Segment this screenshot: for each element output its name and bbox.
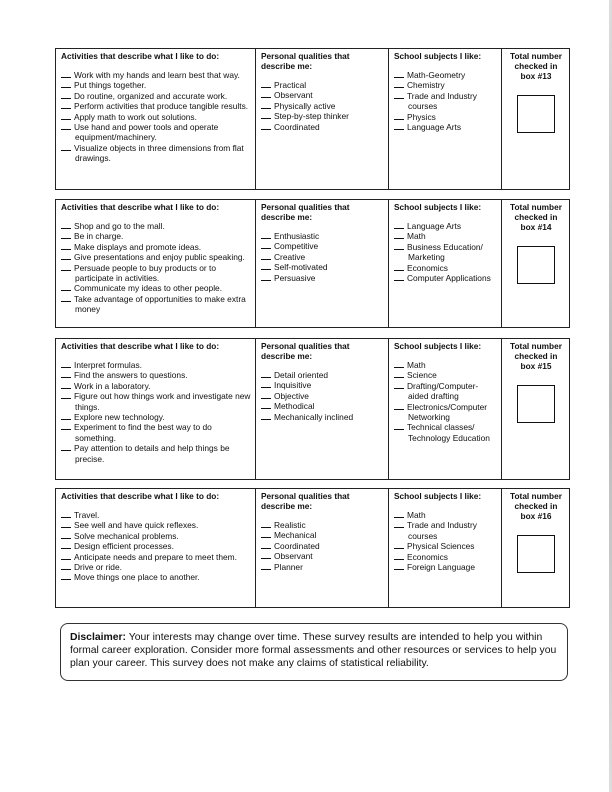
subjects-header: School subjects I like: (394, 202, 482, 212)
subjects-column (389, 339, 502, 479)
checklist-item (261, 370, 384, 380)
check-blank[interactable] (61, 360, 71, 368)
check-blank[interactable] (394, 91, 404, 99)
checklist-item-label: Put things together. (74, 80, 147, 91)
check-blank[interactable] (61, 562, 71, 570)
check-blank[interactable] (61, 91, 71, 99)
interest-section-14 (55, 199, 570, 328)
total-column (502, 339, 569, 479)
subjects-header: School subjects I like: (394, 491, 482, 501)
check-blank[interactable] (61, 520, 71, 528)
total-header: Total number checked in box #15 (510, 341, 562, 371)
check-blank[interactable] (394, 263, 404, 271)
checklist-item-label: Mechanical (274, 530, 317, 541)
checklist-item-label: Physically active (274, 100, 336, 111)
check-blank[interactable] (61, 422, 71, 430)
checklist-item-label: Language Arts (407, 221, 462, 231)
checklist-item (261, 562, 384, 572)
check-blank[interactable] (261, 90, 271, 98)
qualities-column (256, 200, 389, 327)
interest-section-15 (55, 338, 570, 480)
check-blank[interactable] (261, 111, 271, 119)
checklist-item (261, 391, 384, 401)
check-blank[interactable] (61, 101, 71, 109)
checklist-item (61, 80, 251, 90)
check-blank[interactable] (261, 80, 271, 88)
checklist-item-label: Planner (274, 561, 303, 572)
check-blank[interactable] (261, 252, 271, 260)
disclaimer-text: Your interests may change over time. These survey results are intended to help you within formal career exploration. Consider more formal assessments and other resources or services to help you plan your career. This survey does not make any claims of statistical reliability. (70, 632, 557, 669)
checklist-item (394, 80, 497, 90)
checklist-item-label: Self-motivated (274, 262, 328, 273)
qualities-header: Personal qualities that describe me: (261, 341, 350, 361)
subjects-header: School subjects I like: (394, 51, 482, 61)
checklist-item-label: Competitive (274, 241, 319, 252)
check-blank[interactable] (394, 221, 404, 229)
checklist-item-label: Mechanically inclined (274, 411, 354, 422)
checklist-item-label: Foreign Language (407, 562, 475, 573)
checklist-item-label: Drafting/Computer-aided drafting (407, 380, 479, 402)
checklist-item-label: See well and have quick reflexes. (74, 520, 199, 531)
activities-header: Activities that describe what I like to do: (61, 341, 220, 351)
check-blank[interactable] (61, 370, 71, 378)
checklist-item-label: Figure out how things work and investigate new things. (74, 391, 251, 412)
check-blank[interactable] (261, 262, 271, 270)
checklist-item-label: Inquisitive (274, 380, 312, 391)
checklist-item (261, 101, 384, 111)
checklist-item (261, 122, 384, 132)
subjects-list (394, 510, 497, 572)
checklist-item (394, 541, 497, 551)
check-blank[interactable] (61, 252, 71, 260)
check-blank[interactable] (394, 360, 404, 368)
interest-section-16 (55, 488, 570, 608)
checklist-item-label: Perform activities that produce tangible results. (74, 101, 249, 112)
qualities-list (261, 80, 384, 132)
checklist-item (394, 520, 497, 541)
qualities-list (261, 520, 384, 572)
check-blank[interactable] (61, 242, 71, 250)
check-blank[interactable] (61, 510, 71, 518)
check-blank[interactable] (61, 80, 71, 88)
checklist-item-label: Move things one place to another. (74, 572, 200, 583)
checklist-item (61, 101, 251, 111)
checklist-item-label: Visualize objects in three dimensions from flat drawings. (74, 142, 244, 164)
check-blank[interactable] (394, 510, 404, 518)
subjects-list (394, 221, 497, 283)
checklist-item (61, 112, 251, 122)
checklist-item (61, 242, 251, 252)
activities-list (61, 360, 251, 464)
checklist-item-label: Technical classes/ Technology Education (407, 422, 490, 443)
checklist-item (394, 402, 497, 423)
checklist-item (394, 242, 497, 263)
checklist-item (261, 252, 384, 262)
check-blank[interactable] (61, 283, 71, 291)
checklist-item-label: Explore new technology. (74, 412, 165, 423)
checklist-item (61, 231, 251, 241)
checklist-item (394, 231, 497, 241)
checklist-item (394, 122, 497, 132)
checklist-item (61, 360, 251, 370)
check-blank[interactable] (61, 294, 71, 302)
checklist-item (61, 520, 251, 530)
check-blank[interactable] (261, 520, 271, 528)
check-blank[interactable] (261, 101, 271, 109)
checklist-item (394, 112, 497, 122)
checklist-item (394, 273, 497, 283)
check-blank[interactable] (394, 273, 404, 281)
checklist-item-label: Realistic (274, 520, 306, 530)
checklist-item (61, 283, 251, 293)
check-blank[interactable] (261, 412, 271, 420)
total-box[interactable] (517, 95, 555, 133)
checklist-item-label: Shop and go to the mall. (74, 221, 165, 231)
checklist-item-label: Give presentations and enjoy public speaking. (74, 252, 245, 263)
checklist-item (394, 91, 497, 112)
checklist-item (61, 70, 251, 80)
checklist-item (61, 562, 251, 572)
checklist-item-label: Apply math to work out solutions. (74, 111, 197, 122)
checklist-item-label: Math (407, 231, 426, 242)
check-blank[interactable] (394, 520, 404, 528)
check-blank[interactable] (61, 143, 71, 151)
checklist-item (261, 241, 384, 251)
checklist-item-label: Practical (274, 80, 307, 90)
checklist-item (394, 381, 497, 402)
activities-header: Activities that describe what I like to do: (61, 51, 220, 61)
check-blank[interactable] (394, 231, 404, 239)
disclaimer-label: Disclaimer: (70, 632, 127, 643)
check-blank[interactable] (261, 541, 271, 549)
checklist-item-label: Persuasive (274, 272, 316, 283)
total-column (502, 49, 569, 189)
checklist-item (261, 380, 384, 390)
checklist-item-label: Do routine, organized and accurate work. (74, 90, 228, 101)
checklist-item (261, 262, 384, 272)
total-column (502, 200, 569, 327)
checklist-item (261, 412, 384, 422)
checklist-item-label: Drive or ride. (74, 562, 122, 573)
checklist-item-label: Methodical (274, 401, 315, 412)
qualities-column (256, 339, 389, 479)
activities-header: Activities that describe what I like to do: (61, 202, 220, 212)
check-blank[interactable] (61, 70, 71, 78)
total-header: Total number checked in box #14 (510, 202, 562, 232)
checklist-item-label: Physical Sciences (407, 541, 475, 552)
checklist-item-label: Find the answers to questions. (74, 370, 188, 381)
check-blank[interactable] (394, 370, 404, 378)
qualities-header: Personal qualities that describe me: (261, 51, 350, 71)
checklist-item-label: Make displays and promote ideas. (74, 241, 202, 252)
checklist-item-label: Trade and Industry courses (407, 520, 477, 541)
checklist-item (61, 510, 251, 520)
check-blank[interactable] (61, 541, 71, 549)
checklist-item (394, 221, 497, 231)
check-blank[interactable] (394, 541, 404, 549)
check-blank[interactable] (394, 80, 404, 88)
check-blank[interactable] (61, 412, 71, 420)
checklist-item-label: Solve mechanical problems. (74, 530, 179, 541)
qualities-column (256, 489, 389, 607)
checklist-item (61, 572, 251, 582)
checklist-item-label: Electronics/Computer Networking (407, 401, 488, 423)
checklist-item-label: Interpret formulas. (74, 360, 142, 370)
check-blank[interactable] (261, 122, 271, 130)
check-blank[interactable] (261, 273, 271, 281)
checklist-item-label: Physics (407, 111, 436, 122)
qualities-list (261, 231, 384, 283)
checklist-item-label: Trade and Industry courses (407, 90, 477, 112)
activities-column (56, 49, 256, 189)
checklist-item-label: Objective (274, 390, 309, 401)
checklist-item-label: Step-by-step thinker (274, 111, 349, 122)
checklist-item (61, 263, 251, 284)
checklist-item (61, 91, 251, 101)
activities-column (56, 200, 256, 327)
checklist-item (61, 122, 251, 143)
check-blank[interactable] (394, 552, 404, 560)
check-blank[interactable] (394, 242, 404, 250)
total-header: Total number checked in box #16 (510, 491, 562, 521)
total-column (502, 489, 569, 607)
checklist-item (61, 552, 251, 562)
activities-column (56, 339, 256, 479)
checklist-item (261, 273, 384, 283)
check-blank[interactable] (61, 531, 71, 539)
qualities-header: Personal qualities that describe me: (261, 491, 350, 511)
checklist-item (261, 530, 384, 540)
checklist-item-label: Business Education/ Marketing (407, 241, 483, 263)
check-blank[interactable] (261, 241, 271, 249)
check-blank[interactable] (394, 70, 404, 78)
activities-header: Activities that describe what I like to do: (61, 491, 220, 501)
checklist-item-label: Enthusiastic (274, 231, 320, 241)
total-box[interactable] (517, 535, 555, 573)
checklist-item-label: Work with my hands and learn best that way. (74, 70, 240, 80)
checklist-item (261, 90, 384, 100)
checklist-item (61, 143, 251, 164)
subjects-header: School subjects I like: (394, 341, 482, 351)
checklist-item (61, 252, 251, 262)
check-blank[interactable] (394, 562, 404, 570)
check-blank[interactable] (61, 443, 71, 451)
checklist-item (61, 381, 251, 391)
check-blank[interactable] (261, 530, 271, 538)
checklist-item-label: Math (407, 510, 426, 520)
checklist-item (394, 422, 497, 443)
check-blank[interactable] (394, 122, 404, 130)
checklist-item-label: Communicate my ideas to other people. (74, 283, 223, 294)
check-blank[interactable] (61, 221, 71, 229)
checklist-item-label: Pay attention to details and help things be precise. (74, 443, 230, 464)
check-blank[interactable] (394, 112, 404, 120)
checklist-item-label: Chemistry (407, 80, 445, 91)
checklist-item (261, 520, 384, 530)
check-blank[interactable] (61, 381, 71, 389)
checklist-item-label: Computer Applications (407, 273, 491, 284)
qualities-header: Personal qualities that describe me: (261, 202, 350, 222)
checklist-item-label: Economics (407, 551, 448, 562)
total-header: Total number checked in box #13 (510, 51, 562, 81)
checklist-item (394, 360, 497, 370)
check-blank[interactable] (394, 402, 404, 410)
check-blank[interactable] (261, 401, 271, 409)
checklist-item (394, 370, 497, 380)
checklist-item (61, 391, 251, 412)
checklist-item-label: Detail oriented (274, 370, 329, 380)
checklist-item (261, 401, 384, 411)
checklist-item-label: Persuade people to buy products or to participate in activities. (74, 262, 217, 284)
check-blank[interactable] (61, 231, 71, 239)
checklist-item (261, 551, 384, 561)
disclaimer-box (60, 623, 568, 681)
check-blank[interactable] (61, 263, 71, 271)
interest-section-13 (55, 48, 570, 190)
total-box[interactable] (517, 246, 555, 284)
checklist-item (61, 412, 251, 422)
total-box[interactable] (517, 385, 555, 423)
checklist-item-label: Be in charge. (74, 231, 124, 242)
subjects-column (389, 489, 502, 607)
checklist-item-label: Coordinated (274, 121, 320, 132)
checklist-item-label: Use hand and power tools and operate equipment/machinery. (74, 122, 219, 143)
activities-list (61, 221, 251, 315)
checklist-item (394, 552, 497, 562)
checklist-item-label: Coordinated (274, 540, 320, 551)
checklist-item (61, 531, 251, 541)
checklist-item (61, 443, 251, 464)
checklist-item (394, 510, 497, 520)
checklist-item-label: Anticipate needs and prepare to meet them. (74, 551, 237, 562)
subjects-list (394, 70, 497, 132)
checklist-item-label: Language Arts (407, 122, 462, 133)
checklist-item (261, 541, 384, 551)
checklist-item-label: Creative (274, 251, 306, 262)
qualities-column (256, 49, 389, 189)
check-blank[interactable] (261, 370, 271, 378)
checklist-item (261, 80, 384, 90)
checklist-item-label: Experiment to find the best way to do something. (74, 422, 212, 443)
check-blank[interactable] (61, 122, 71, 130)
check-blank[interactable] (61, 572, 71, 580)
checklist-item (261, 231, 384, 241)
checklist-item-label: Observant (274, 90, 313, 101)
checklist-item-label: Observant (274, 551, 313, 562)
activities-column (56, 489, 256, 607)
checklist-item-label: Economics (407, 262, 448, 273)
subjects-column (389, 200, 502, 327)
checklist-item-label: Design efficient processes. (74, 541, 174, 552)
check-blank[interactable] (394, 422, 404, 430)
checklist-item (394, 263, 497, 273)
check-blank[interactable] (61, 112, 71, 120)
checklist-item-label: Work in a laboratory. (74, 380, 151, 391)
check-blank[interactable] (261, 231, 271, 239)
qualities-list (261, 370, 384, 422)
check-blank[interactable] (261, 391, 271, 399)
checklist-item-label: Take advantage of opportunities to make extra money (74, 293, 246, 315)
check-blank[interactable] (61, 391, 71, 399)
activities-list (61, 510, 251, 583)
check-blank[interactable] (261, 562, 271, 570)
checklist-item (394, 70, 497, 80)
activities-list (61, 70, 251, 164)
checklist-item-label: Math-Geometry (407, 70, 466, 80)
checklist-item-label: Travel. (74, 510, 100, 520)
subjects-list (394, 360, 497, 443)
checklist-item (61, 294, 251, 315)
check-blank[interactable] (394, 381, 404, 389)
checklist-item (61, 370, 251, 380)
check-blank[interactable] (261, 380, 271, 388)
checklist-item (61, 541, 251, 551)
checklist-item-label: Science (407, 370, 437, 381)
checklist-item (261, 111, 384, 121)
checklist-item (394, 562, 497, 572)
subjects-column (389, 49, 502, 189)
checklist-item (61, 221, 251, 231)
check-blank[interactable] (61, 552, 71, 560)
checklist-item (61, 422, 251, 443)
check-blank[interactable] (261, 551, 271, 559)
checklist-item-label: Math (407, 360, 426, 370)
